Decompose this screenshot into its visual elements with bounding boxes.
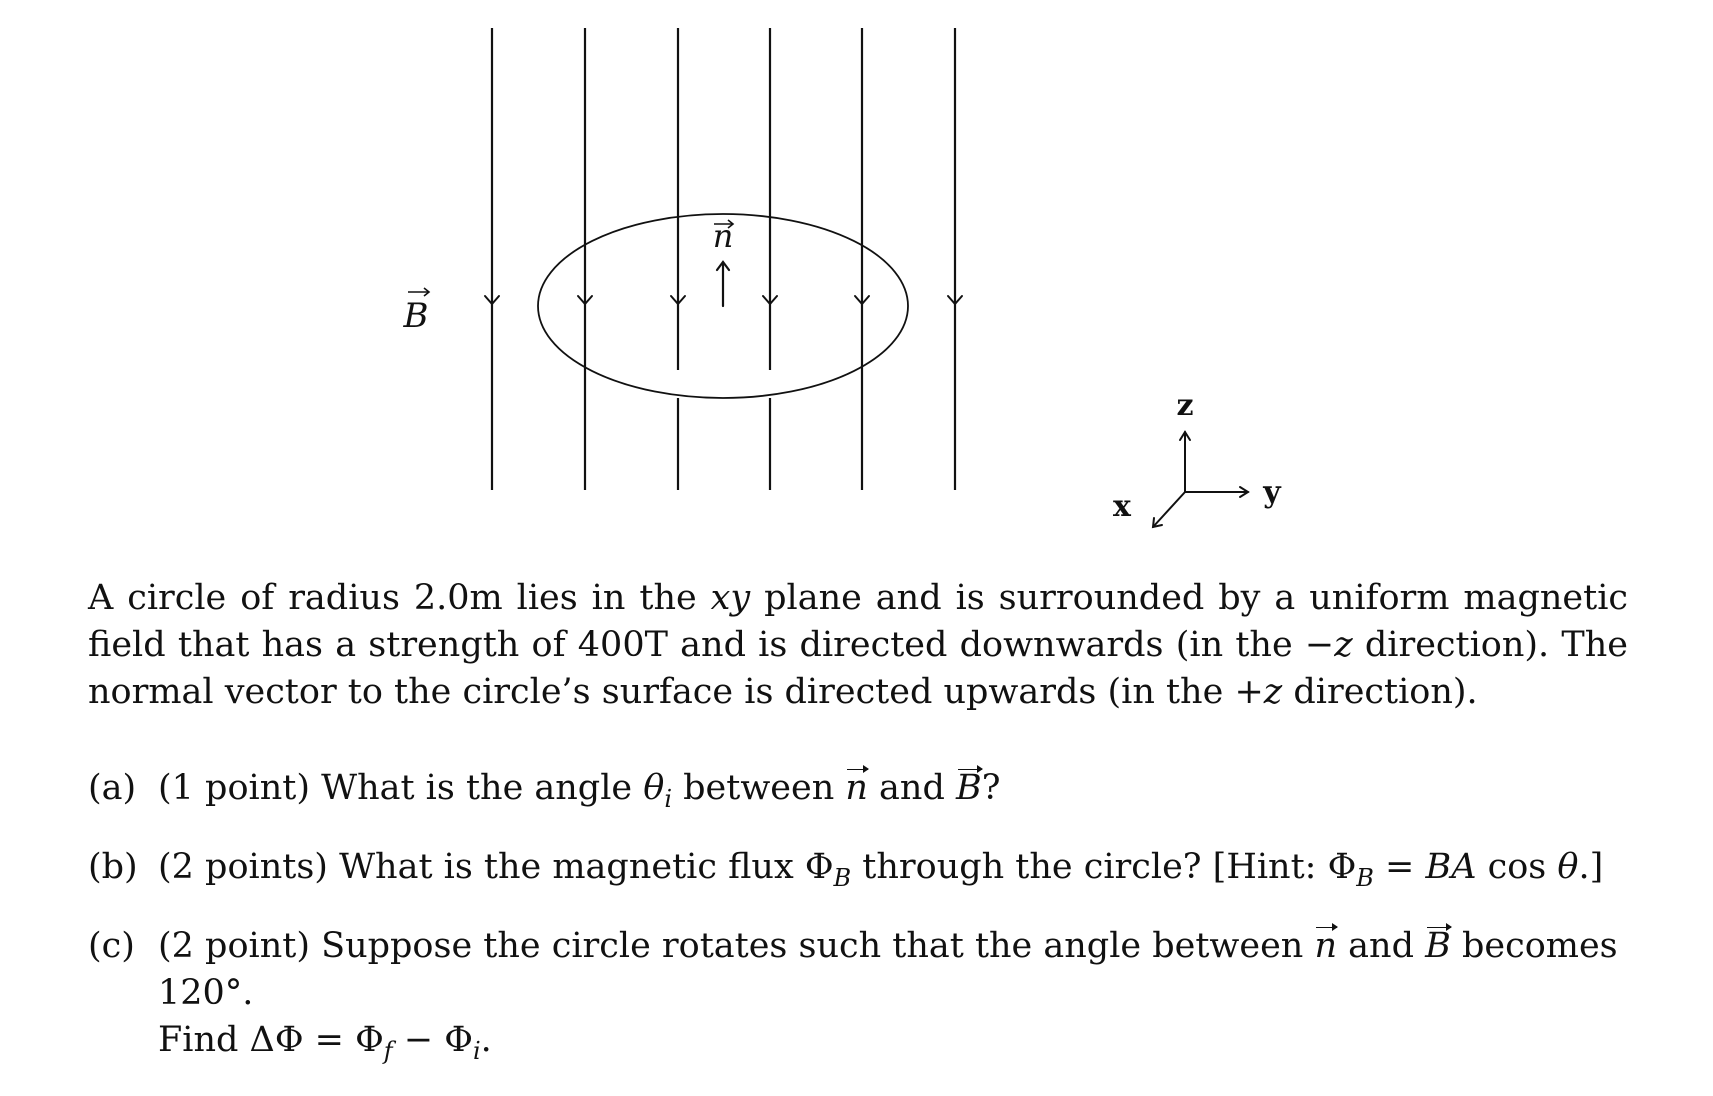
- question-b-sub-1: B: [833, 864, 852, 892]
- question-b-theta: θ: [1557, 847, 1579, 887]
- question-a-tag: (a): [88, 768, 137, 808]
- question-b-text-3: =: [1373, 847, 1426, 887]
- question-c-text-5: − Φ: [392, 1020, 473, 1060]
- question-b-text-2: through the circle? [Hint: Φ: [851, 847, 1357, 887]
- x-axis-label: x: [1113, 489, 1131, 524]
- question-c-vector-n: n: [1314, 923, 1337, 970]
- question-c-text-3: becomes 120°.: [158, 926, 1618, 1013]
- problem-math-xy: xy: [710, 578, 751, 618]
- problem-statement: [88, 575, 1628, 716]
- question-c-text-4: Find ΔΦ = Φ: [158, 1020, 384, 1060]
- question-c-sub-i: i: [472, 1037, 481, 1065]
- question-b-text-4: cos: [1476, 847, 1558, 887]
- problem-text-4: direction).: [1282, 672, 1478, 712]
- x-axis: [1153, 492, 1185, 527]
- question-b-sub-2: B: [1356, 864, 1374, 892]
- question-a: [88, 765, 1648, 812]
- question-b: [88, 844, 1648, 891]
- question-a-text-2: between: [672, 768, 846, 808]
- question-a-vector-b: B: [956, 765, 982, 812]
- problem-text-2: plane and is surrounded by a uniform magnetic field that has a strength of 400T and is directed downwards (in the: [88, 578, 1628, 665]
- question-b-text-5: .]: [1578, 847, 1604, 887]
- z-axis-label: z: [1176, 388, 1194, 423]
- problem-math-neg-z: −z: [1304, 625, 1353, 665]
- y-axis-label: y: [1263, 475, 1281, 510]
- problem-text-1: A circle of radius 2.0m lies in the: [88, 578, 711, 618]
- question-a-theta-sub: i: [664, 785, 673, 813]
- question-list: [88, 765, 1648, 1096]
- field-vector-arrow-accent: [408, 288, 429, 296]
- normal-arrow: [717, 262, 729, 306]
- problem-math-pos-z: +z: [1234, 672, 1283, 712]
- question-c-text-1: (2 point) Suppose the circle rotates such that the angle between: [158, 926, 1315, 966]
- field-lines: [492, 28, 955, 490]
- question-b-tag: (b): [88, 847, 138, 887]
- question-b-text-1: (2 points) What is the magnetic flux Φ: [158, 847, 834, 887]
- question-c-vector-b: B: [1425, 923, 1451, 970]
- coordinate-axes: [1153, 432, 1248, 527]
- question-a-text-4: ?: [981, 768, 1001, 808]
- question-a-text-3: and: [867, 768, 956, 808]
- normal-vector-label: n: [712, 217, 734, 255]
- field-vector-label: B: [403, 296, 429, 336]
- question-a-text-1: (1 point) What is the angle: [158, 768, 644, 808]
- question-c-tag: (c): [88, 926, 135, 966]
- question-c: [88, 923, 1648, 1064]
- question-a-vector-n: n: [845, 765, 868, 812]
- question-c-text-2: and: [1337, 926, 1426, 966]
- question-c-text-6: .: [480, 1020, 492, 1060]
- question-a-theta: θ: [643, 768, 665, 808]
- question-b-formula: BA: [1425, 847, 1477, 887]
- problem-text-3: direction). The normal vector to the circle’s surface is directed upwards (in the: [88, 625, 1628, 712]
- question-c-sub-f: f: [383, 1037, 393, 1065]
